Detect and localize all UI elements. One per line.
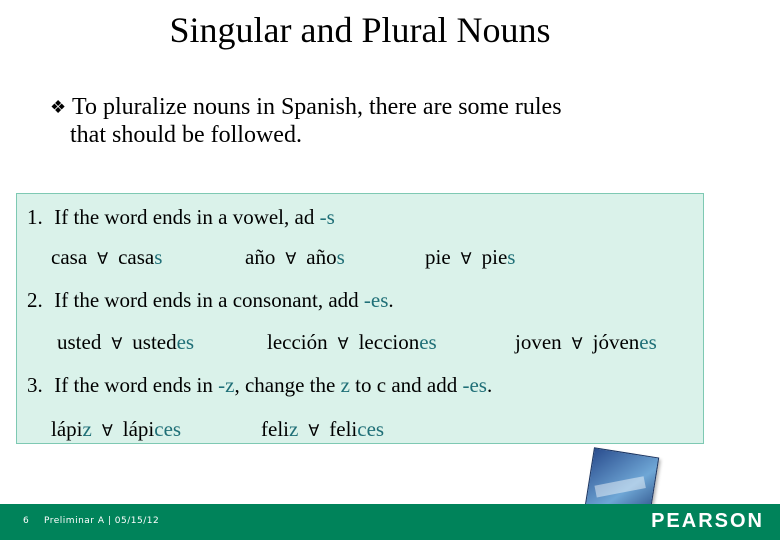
plural-ending: s — [336, 245, 345, 269]
diamond-bullet-icon: ❖ — [50, 97, 67, 117]
singular-word: casa — [51, 245, 88, 269]
transform-arrow-icon: ∀ — [285, 249, 297, 268]
example-feliz — [261, 416, 384, 444]
plural-stem: pie — [481, 245, 508, 269]
plural-stem: leccion — [358, 330, 420, 354]
slide-title: Singular and Plural Nouns — [169, 10, 551, 50]
rule-text-mid: , change the — [234, 373, 341, 397]
singular-word: pie — [425, 245, 451, 269]
footer-bar — [0, 504, 780, 540]
transform-arrow-icon: ∀ — [308, 421, 320, 440]
plural-ending: s — [507, 245, 516, 269]
example-leccion — [267, 329, 437, 357]
intro-text-line2: that should be followed. — [70, 122, 302, 148]
rule-letter-z: z — [340, 373, 350, 397]
rule-ending: -z — [218, 373, 235, 397]
example-casa — [51, 244, 162, 272]
plural-ending: es — [639, 330, 657, 354]
singular-word: año — [245, 245, 276, 269]
transform-arrow-icon: ∀ — [101, 421, 113, 440]
rule-ending: -es — [363, 288, 389, 312]
rule-text-end: . — [388, 288, 394, 312]
rule-number: 3. — [27, 373, 43, 397]
transform-arrow-icon: ∀ — [337, 334, 349, 353]
plural-ending: es — [176, 330, 195, 354]
plural-stem: usted — [132, 330, 177, 354]
transform-arrow-icon: ∀ — [460, 249, 472, 268]
rule-ending-es: -es — [462, 373, 487, 397]
singular-stem: lápi — [51, 417, 83, 441]
transform-arrow-icon: ∀ — [571, 334, 583, 353]
rule-3 — [27, 372, 492, 398]
rule-1 — [27, 204, 335, 230]
example-lapiz — [51, 416, 181, 444]
example-usted — [57, 329, 194, 357]
rules-panel — [16, 193, 704, 444]
rule-text-mid2: to c and add — [349, 373, 463, 397]
plural-stem: casa — [118, 245, 155, 269]
example-ano — [245, 244, 345, 272]
plural-stem: feli — [329, 417, 358, 441]
plural-stem: lápi — [122, 417, 155, 441]
plural-ending: es — [419, 330, 437, 354]
singular-word: joven — [515, 330, 562, 354]
footer-meta: Preliminar A | 05/15/12 — [44, 516, 160, 526]
plural-stem: jóven — [592, 330, 640, 354]
rule-text: If the word ends in a vowel, ad — [54, 205, 320, 229]
page-number: 6 — [23, 516, 29, 526]
transform-arrow-icon: ∀ — [111, 334, 123, 353]
rule-text: If the word ends in a consonant, add — [54, 288, 364, 312]
plural-stem: año — [306, 245, 337, 269]
plural-ending: ces — [154, 417, 182, 441]
rule-2 — [27, 287, 394, 313]
singular-ending: z — [82, 417, 92, 441]
singular-ending: z — [288, 417, 299, 441]
transform-arrow-icon: ∀ — [97, 249, 109, 268]
intro-bullet — [50, 93, 690, 149]
example-pie — [425, 244, 515, 272]
singular-stem: feli — [261, 417, 289, 441]
plural-ending: ces — [357, 417, 385, 441]
rule-text: If the word ends in — [54, 373, 219, 397]
rule-number: 1. — [27, 205, 43, 229]
singular-word: usted — [57, 330, 102, 354]
singular-word: lección — [267, 330, 328, 354]
plural-ending: s — [154, 245, 163, 269]
example-joven — [515, 329, 657, 357]
rule-text-end: . — [486, 373, 493, 397]
rule-number: 2. — [27, 288, 43, 312]
rule-ending: -s — [319, 205, 335, 229]
intro-text-line1: To pluralize nouns in Spanish, there are some rules — [72, 94, 562, 120]
pearson-logo: PEARSON — [651, 510, 764, 532]
